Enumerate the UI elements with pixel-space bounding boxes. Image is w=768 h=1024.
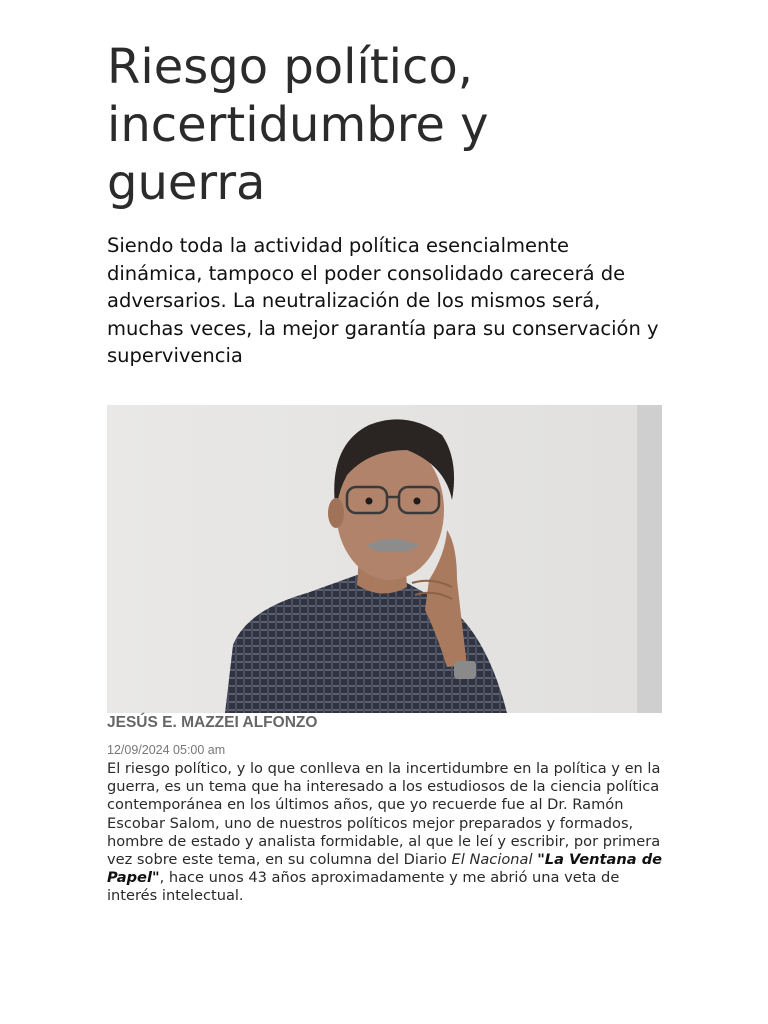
article-title: Riesgo político, incertidumbre y guerra (107, 39, 489, 211)
author-name: JESÚS E. MAZZEI ALFONZO (107, 714, 318, 731)
body-text-part2: , hace unos 43 años aproximadamente y me abrió una veta de interés intelectual. (107, 869, 620, 905)
author-portrait-image (107, 405, 662, 713)
author-photo (107, 405, 662, 713)
publish-date: 12/09/2024 05:00 am (107, 743, 226, 757)
article-subtitle: Siendo toda la actividad política esencialmente dinámica, tampoco el poder consolidado carecerá de adversarios. La neutralización de los mismos será, muchas veces, la mejor garantía para su conservación y supervivencia (107, 234, 659, 367)
body-text-part1: El riesgo político, y lo que conlleva en la incertidumbre en la política y en la guerra, es un tema que ha interesado a los estudiosos de la ciencia política contemporánea en los últimos años, que yo recuerde fue al Dr. Ramón Escobar Salom, uno de nuestros políticos mejor preparados y formados, hombre de estado y analista formidable, al que le leí y escribir, por primera vez sobre este tema, en su columna del Diario (107, 760, 661, 869)
column-name: "La Ventana de Papel" (107, 851, 663, 887)
newspaper-name: El Nacional (451, 851, 533, 869)
article-body (107, 760, 667, 906)
